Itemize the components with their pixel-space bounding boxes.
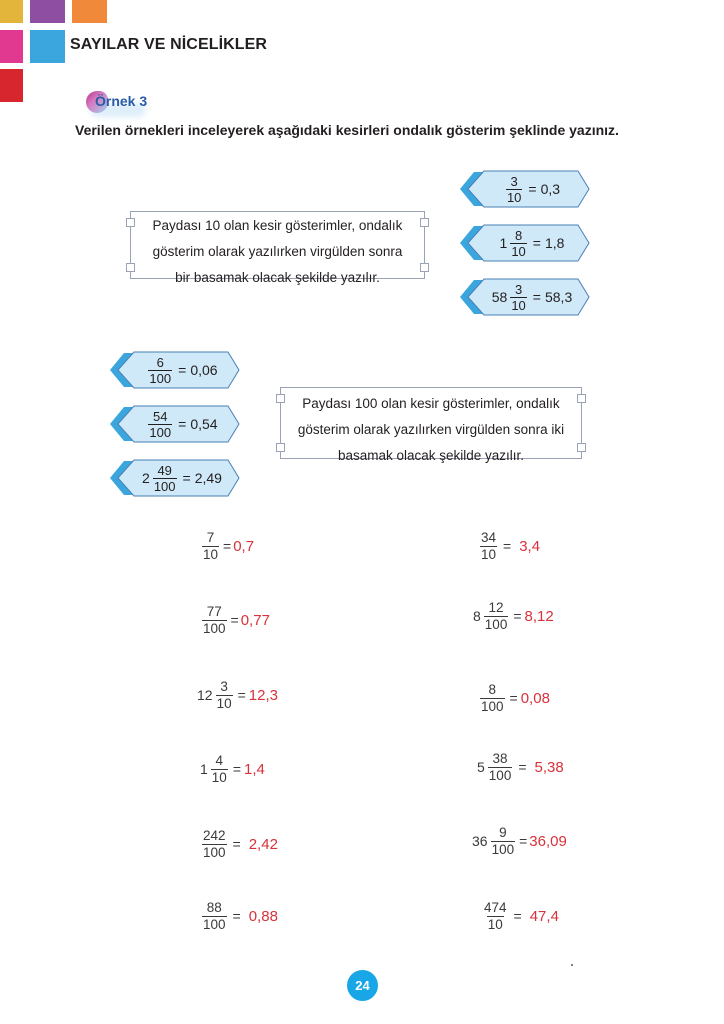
answer: 0,08 (520, 689, 550, 707)
example-tag: $\frac{3}{10}$ = 0,3 (460, 170, 590, 208)
frame-corner (577, 394, 586, 403)
fraction: $\frac{8}{10}$ (511, 227, 526, 259)
exercise-item: $\frac{34}{10}$ = 3,4 (481, 530, 541, 562)
rule-line: Paydası 10 olan kesir gösterimler, ondalık (152, 218, 403, 233)
exercise-item: $\frac{77}{100}$ = 0,77 (203, 604, 270, 636)
answer: 5,38 (534, 758, 564, 776)
exercise-item: 36 $\frac{9}{100}$ = 36,09 (472, 825, 567, 857)
answer: 36,09 (529, 832, 567, 850)
exercise-item: $\frac{7}{10}$ = 0,7 (203, 530, 255, 562)
fraction: $\frac{49}{100}$ (153, 462, 176, 494)
answer: 1,4 (244, 760, 265, 778)
rule-line: gösterim olarak yazılırken virgülden sonra (152, 244, 403, 259)
rule-box-hundredths (280, 387, 582, 463)
example-label-text: Örnek 3 (95, 93, 148, 109)
decor-square-yellow (0, 0, 23, 23)
answer: 0,77 (240, 611, 270, 629)
answer: 3,4 (519, 537, 541, 555)
rule-line: basamak olacak şekilde yazılır. (337, 448, 525, 463)
exercise-item: 5 $\frac{38}{100}$ = 5,38 (477, 751, 564, 783)
unit-title: SAYILAR VE NİCELİKLER (70, 36, 268, 53)
answer: 8,12 (524, 607, 554, 625)
answer: 47,4 (529, 907, 559, 925)
exercise-item: 12 $\frac{3}{10}$ = 12,3 (197, 679, 278, 711)
decor-square-red (0, 69, 23, 102)
stray-dot (571, 964, 573, 966)
rule-line: Paydası 100 olan kesir gösterimler, ondalık (302, 396, 560, 411)
rule-line: gösterim olarak yazılırken virgülden sonra iki (297, 422, 565, 437)
exercise-item: $\frac{88}{100}$ = 0,88 (203, 900, 278, 932)
instruction: Verilen örnekleri inceleyerek aşağıdaki kesirleri ondalık gösterim şeklinde yazınız. (75, 122, 619, 138)
example-tag: 58 $\frac{3}{10}$ = 58,3 (460, 278, 590, 316)
frame-corner (577, 443, 586, 452)
exercise-item: $\frac{242}{100}$ = 2,42 (203, 828, 278, 860)
exercise-item: 1 $\frac{4}{10}$ = 1,4 (200, 753, 265, 785)
example-tag: 2 $\frac{49}{100}$ = 2,49 (110, 459, 240, 497)
decor-square-pink (0, 30, 23, 63)
decor-square-orange (72, 0, 107, 23)
exercise-item: 8 $\frac{12}{100}$ = 8,12 (473, 600, 554, 632)
frame-corner (276, 443, 285, 452)
fraction: $\frac{3}{10}$ (511, 281, 526, 313)
example-tag: $\frac{6}{100}$ = 0,06 (110, 351, 240, 389)
decimal-value: 58,3 (544, 289, 573, 305)
decor-square-blue (30, 30, 65, 63)
rule-line: bir basamak olacak şekilde yazılır. (175, 270, 380, 285)
decimal-value: 2,49 (194, 470, 222, 486)
answer: 0,7 (233, 537, 255, 555)
decimal-value: 0,3 (540, 181, 561, 197)
answer: 12,3 (248, 686, 278, 704)
fraction: $\frac{3}{10}$ (506, 173, 522, 205)
frame-corner (276, 394, 285, 403)
page-number-badge: 24 (347, 970, 378, 1001)
answer: 2,42 (248, 835, 278, 853)
fraction: $\frac{54}{100}$ (149, 408, 172, 440)
frame-corner (126, 263, 135, 272)
frame-corner (420, 263, 429, 272)
fraction: $\frac{6}{100}$ (149, 354, 172, 386)
rule-box-tenths (130, 211, 425, 285)
exercise-item: $\frac{8}{100}$ = 0,08 (481, 682, 550, 714)
frame-corner (126, 218, 135, 227)
example-label (84, 89, 164, 115)
exercise-item: $\frac{474}{10}$ = 47,4 (484, 900, 559, 932)
example-tag: 1 $\frac{8}{10}$ = 1,8 (460, 224, 590, 262)
answer: 0,88 (248, 907, 278, 925)
decimal-value: 0,06 (190, 362, 218, 378)
frame-corner (420, 218, 429, 227)
decimal-value: 1,8 (544, 235, 565, 251)
decor-square-purple (30, 0, 65, 23)
example-tag: $\frac{54}{100}$ = 0,54 (110, 405, 240, 443)
decimal-value: 0,54 (190, 416, 218, 432)
